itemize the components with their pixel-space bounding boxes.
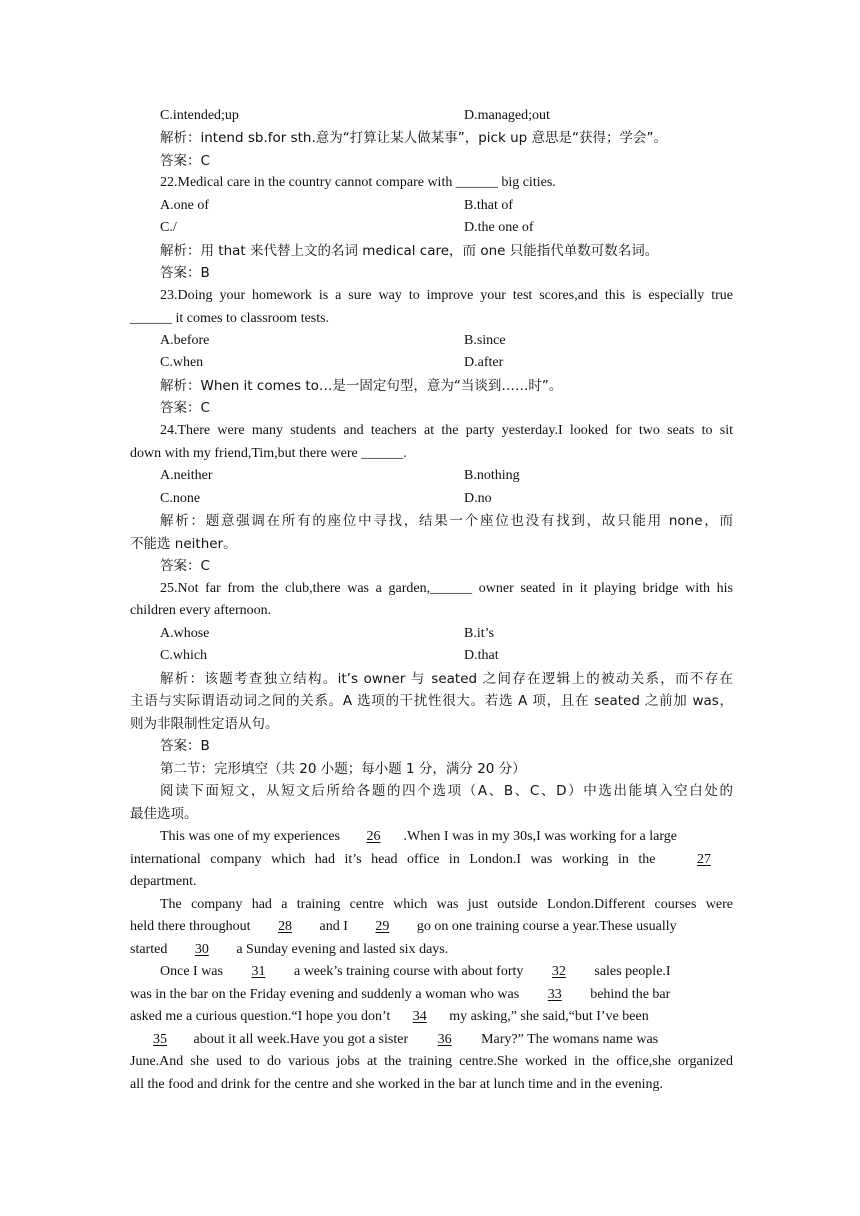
passage-text: Mary?” The womans name was <box>477 1032 659 1047</box>
passage-text: behind the bar <box>586 987 671 1002</box>
q24-option-d: D.no <box>464 491 492 506</box>
q22-stem: 22.Medical care in the country cannot compare with ______ big cities. <box>160 175 556 190</box>
q24-answer: 答案：C <box>160 558 210 574</box>
q24-analysis-line1: 解析：题意强调在所有的座位中寻找，结果一个座位也没有找到，故只能用 none，而 <box>160 513 733 529</box>
passage-text: was in the bar on the Friday evening and suddenly a woman who was <box>130 987 523 1002</box>
passage-text: held there throughout <box>130 919 255 934</box>
passage-text: sales people.I <box>590 964 671 979</box>
q23-option-b: B.since <box>464 333 506 348</box>
q23-option-d: D.after <box>464 355 504 370</box>
passage-line <box>130 939 733 961</box>
blank-29[interactable]: 29 <box>375 919 390 934</box>
passage-text: This was one of my experiences <box>160 829 344 844</box>
passage-text: about it all week.Have you got a sister <box>190 1032 412 1047</box>
q23-analysis: 解析：When it comes to…是一固定句型，意为“当谈到……时”。 <box>160 378 563 394</box>
passage-line <box>160 961 733 983</box>
section2-heading: 第二节：完形填空（共 20 小题；每小题 1 分，满分 20 分） <box>160 761 526 777</box>
passage-text: international company which had it’s head office in London.I was working in the <box>130 852 665 867</box>
blank-32[interactable]: 32 <box>551 964 566 979</box>
q25-option-d: D.that <box>464 648 499 663</box>
q24-option-c: C.none <box>160 491 201 506</box>
passage-text: and I <box>316 919 352 934</box>
blank-31[interactable]: 31 <box>251 964 266 979</box>
passage-text: .When I was in my 30s,I was working for a large <box>403 829 677 844</box>
q22-analysis: 解析：用 that 来代替上文的名词 medical care，而 one 只能指代单数可数名词。 <box>160 243 659 259</box>
q21-option-c: C.intended;up <box>160 108 239 123</box>
q21-option-d: D.managed;out <box>464 108 550 123</box>
blank-34[interactable]: 34 <box>412 1009 427 1024</box>
passage-line <box>130 849 733 871</box>
passage-line <box>130 1029 733 1051</box>
blank-28[interactable]: 28 <box>278 919 293 934</box>
q21-answer: 答案：C <box>160 153 210 169</box>
passage-line <box>130 1006 733 1028</box>
passage-text: go on one training course a year.These usually <box>413 919 677 934</box>
passage-line <box>130 984 733 1006</box>
blank-36[interactable]: 36 <box>437 1032 452 1047</box>
section2-instructions-line2: 最佳选项。 <box>130 806 198 822</box>
q21-analysis: 解析：intend sb.for sth.意为“打算让某人做某事”，pick up 意思是“获得；学会”。 <box>160 130 667 146</box>
q25-analysis-line2: 主语与实际谓语动词之间的关系。A 选项的干扰性很大。若选 A 项，且在 seated 之前加 was， <box>130 693 733 709</box>
passage-text: asked me a curious question.“I hope you don’t <box>130 1009 394 1024</box>
section2-instructions-line1: 阅读下面短文，从短文后所给各题的四个选项（A、B、C、D）中选出能填入空白处的 <box>160 783 733 799</box>
q25-option-a: A.whose <box>160 626 210 641</box>
passage-line: department. <box>130 874 197 889</box>
q24-option-a: A.neither <box>160 468 213 483</box>
passage-text: my asking,” she said,“but I’ve been <box>445 1009 649 1024</box>
q22-option-a: A.one of <box>160 198 209 213</box>
q24-stem-line2: down with my friend,Tim,but there were ______. <box>130 446 407 461</box>
q22-option-b: B.that of <box>464 198 513 213</box>
blank-26[interactable]: 26 <box>366 829 381 844</box>
passage-line: The company had a training centre which was just outside London.Different courses were <box>160 897 733 912</box>
blank-33[interactable]: 33 <box>547 987 562 1002</box>
q24-stem-line1: 24.There were many students and teachers at the party yesterday.I looked for two seats to sit <box>160 423 733 438</box>
q22-option-d: D.the one of <box>464 220 534 235</box>
q24-option-b: B.nothing <box>464 468 520 483</box>
passage-text: Once I was <box>160 964 227 979</box>
q23-answer: 答案：C <box>160 400 210 416</box>
q25-option-b: B.it’s <box>464 626 494 641</box>
passage-text: a Sunday evening and lasted six days. <box>232 942 449 957</box>
q25-analysis-line1: 解析：该题考查独立结构。it’s owner 与 seated 之间存在逻辑上的被动关系，而不存在 <box>160 671 733 687</box>
q23-stem-line2: ______ it comes to classroom tests. <box>130 311 330 326</box>
blank-27[interactable]: 27 <box>696 852 711 867</box>
passage-line: all the food and drink for the centre and she worked in the bar at lunch time and in the evening. <box>130 1077 663 1092</box>
blank-35[interactable]: 35 <box>153 1032 167 1047</box>
q24-analysis-line2: 不能选 neither。 <box>130 536 237 552</box>
q25-stem-line1: 25.Not far from the club,there was a garden,______ owner seated in it playing bridge with his <box>160 581 733 596</box>
q25-answer: 答案：B <box>160 738 210 754</box>
q23-stem-line1: 23.Doing your homework is a sure way to improve your test scores,and this is especially true <box>160 288 733 303</box>
q25-stem-line2: children every afternoon. <box>130 603 272 618</box>
q23-option-c: C.when <box>160 355 204 370</box>
passage-text: started <box>130 942 171 957</box>
q25-analysis-line3: 则为非限制性定语从句。 <box>130 716 279 732</box>
passage-text: a week’s training course with about forty <box>290 964 527 979</box>
q22-option-c: C./ <box>160 220 177 235</box>
blank-30[interactable]: 30 <box>194 942 209 957</box>
passage-line <box>160 826 733 848</box>
q23-option-a: A.before <box>160 333 210 348</box>
q22-answer: 答案：B <box>160 265 210 281</box>
q25-option-c: C.which <box>160 648 208 663</box>
passage-line <box>130 916 733 938</box>
passage-line: June.And she used to do various jobs at the training centre.She worked in the office,she organized <box>130 1054 733 1069</box>
